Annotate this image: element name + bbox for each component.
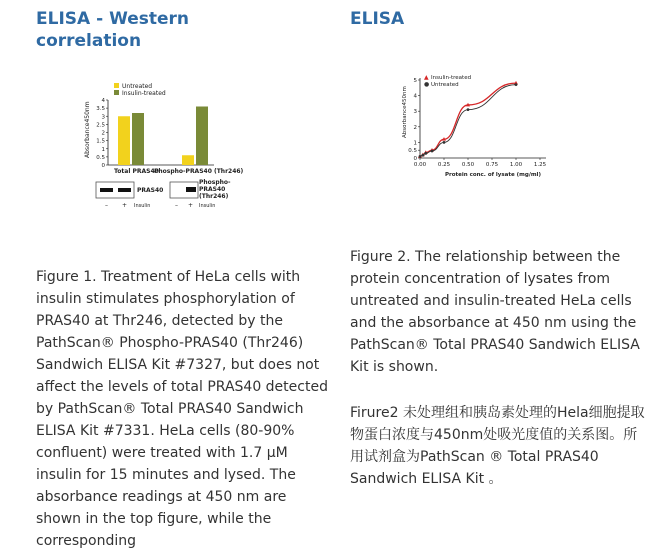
y-tick-label: 1 (101, 146, 105, 153)
y-tick-label: 5 (413, 78, 417, 84)
y-tick-label: 3 (413, 109, 417, 116)
figure-1-chart (36, 76, 244, 216)
bar-untreated (118, 116, 130, 165)
category-label-total: Total PRAS40 (114, 168, 159, 175)
western-band-total-untreated (100, 188, 113, 192)
y-tick-label: 1.5 (96, 138, 105, 145)
y-tick-labels (96, 98, 108, 169)
x-tick-label: 0.75 (485, 162, 499, 168)
data-point-untreated (421, 154, 424, 157)
lane-sign-plus-1: + (122, 202, 128, 209)
line-series (418, 81, 518, 158)
bar-chart-svg (36, 76, 244, 216)
y-tick-label: 4 (101, 98, 105, 104)
data-point-untreated (424, 152, 427, 155)
bar-insulin-treated (132, 113, 144, 165)
x-tick-label: 1.00 (509, 162, 523, 168)
lane-sign-minus-2: – (175, 202, 178, 209)
data-point-untreated (467, 108, 470, 111)
data-point-untreated (431, 150, 434, 153)
bar-series (118, 107, 208, 166)
x-tick-label: 0.00 (413, 162, 427, 168)
western-label-phospho-line1: Phospho- (199, 179, 231, 186)
y-tick-label: 2 (413, 124, 417, 131)
y-tick-label: 1 (413, 140, 417, 147)
y-tick-label: 3.5 (96, 106, 105, 113)
insulin-label-2: Insulin (199, 203, 216, 209)
x-tick-labels-2 (414, 158, 547, 168)
legend-swatch-insulin (114, 90, 119, 95)
series-line-insulin-treated (420, 83, 516, 156)
bar-insulin-treated (196, 107, 208, 166)
western-label-pras40: PRAS40 (137, 187, 164, 194)
western-label-phospho-line3: (Thr246) (199, 193, 229, 200)
western-label-phospho-line2: PRAS40 (199, 186, 226, 193)
figure-2-caption-chinese: Firure2 未处理组和胰岛素处理的Hela细胞提取物蛋白浓度与450nm处吸光度值的关系图。所用试剂盒为PathScan ® Total PRAS40 Sandwich ELISA Kit 。 (350, 405, 645, 487)
legend-label-untreated: Untreated (122, 83, 153, 90)
section-heading-elisa-western: ELISA - Western correlation (36, 9, 189, 51)
x-axis-label-2: Protein conc. of lysate (mg/ml) (445, 172, 541, 178)
y-tick-label: 0.5 (96, 154, 105, 161)
y-tick-label: 2 (101, 130, 105, 137)
line-chart-svg (350, 70, 550, 180)
legend-label-insulin: Insulin-treated (122, 90, 166, 97)
y-tick-label: 0.5 (408, 148, 417, 155)
data-point-untreated (515, 83, 518, 86)
figure-1-caption: Figure 1. Treatment of HeLa cells with insulin stimulates phosphorylation of PRAS40 at Thr246, detected by the PathScan® Phospho-PRAS40 (Thr246) Sandwich ELISA Kit #7327, but does not affect the levels of total PRAS40 detected by PathScan® Total PRAS40 Sandwich ELISA Kit #7331. HeLa cells (80-90% confluent) were treated with 1.7 μM insulin for 15 minutes and lysed. The absorbance readings at 450 nm are shown in the top figure, while the corresponding (36, 269, 328, 549)
y-tick-label: 2.5 (96, 122, 105, 129)
legend-marker-insulin: ▲ (424, 74, 429, 81)
y-axis-label-2: Absorbance450nm (402, 86, 408, 138)
x-tick-label: 0.25 (437, 162, 451, 168)
figure-2-caption: Figure 2. The relationship between the protein concentration of lysates from untreated and insulin-treated HeLa cells and the absorbance at 450 nm using the PathScan® Total PRAS40 Sandwich ELISA Kit is shown. (350, 249, 640, 375)
figure-2-chart (350, 70, 550, 180)
lane-sign-plus-2: + (188, 202, 194, 209)
western-band-total-insulin (118, 188, 131, 192)
bar-untreated (182, 155, 194, 165)
category-label-phospho: Phospho-PRAS40 (Thr246) (154, 168, 244, 175)
data-point-untreated (443, 141, 446, 144)
legend-marker-untreated: ● (424, 81, 430, 88)
x-tick-label: 0.50 (461, 162, 475, 168)
insulin-label-1: Insulin (134, 203, 151, 209)
y-axis-label: Absorbance450nm (84, 101, 91, 158)
y-tick-label: 3 (101, 114, 105, 121)
western-band-phospho-insulin (186, 187, 196, 192)
data-point-untreated (419, 155, 422, 158)
y-tick-labels-2 (408, 78, 420, 162)
y-tick-label: 4 (413, 93, 417, 100)
y-tick-label: 0 (413, 156, 417, 162)
y-tick-label: 0 (101, 163, 105, 169)
legend-swatch-untreated (114, 83, 119, 88)
series-line-untreated (420, 85, 516, 157)
legend-label-insulin-treated: Insulin-treated (431, 75, 472, 81)
section-heading-elisa: ELISA (350, 9, 405, 29)
lane-sign-minus-1: – (105, 202, 108, 209)
x-tick-label: 1.25 (533, 162, 547, 168)
legend-label-untreated-2: Untreated (431, 82, 459, 88)
